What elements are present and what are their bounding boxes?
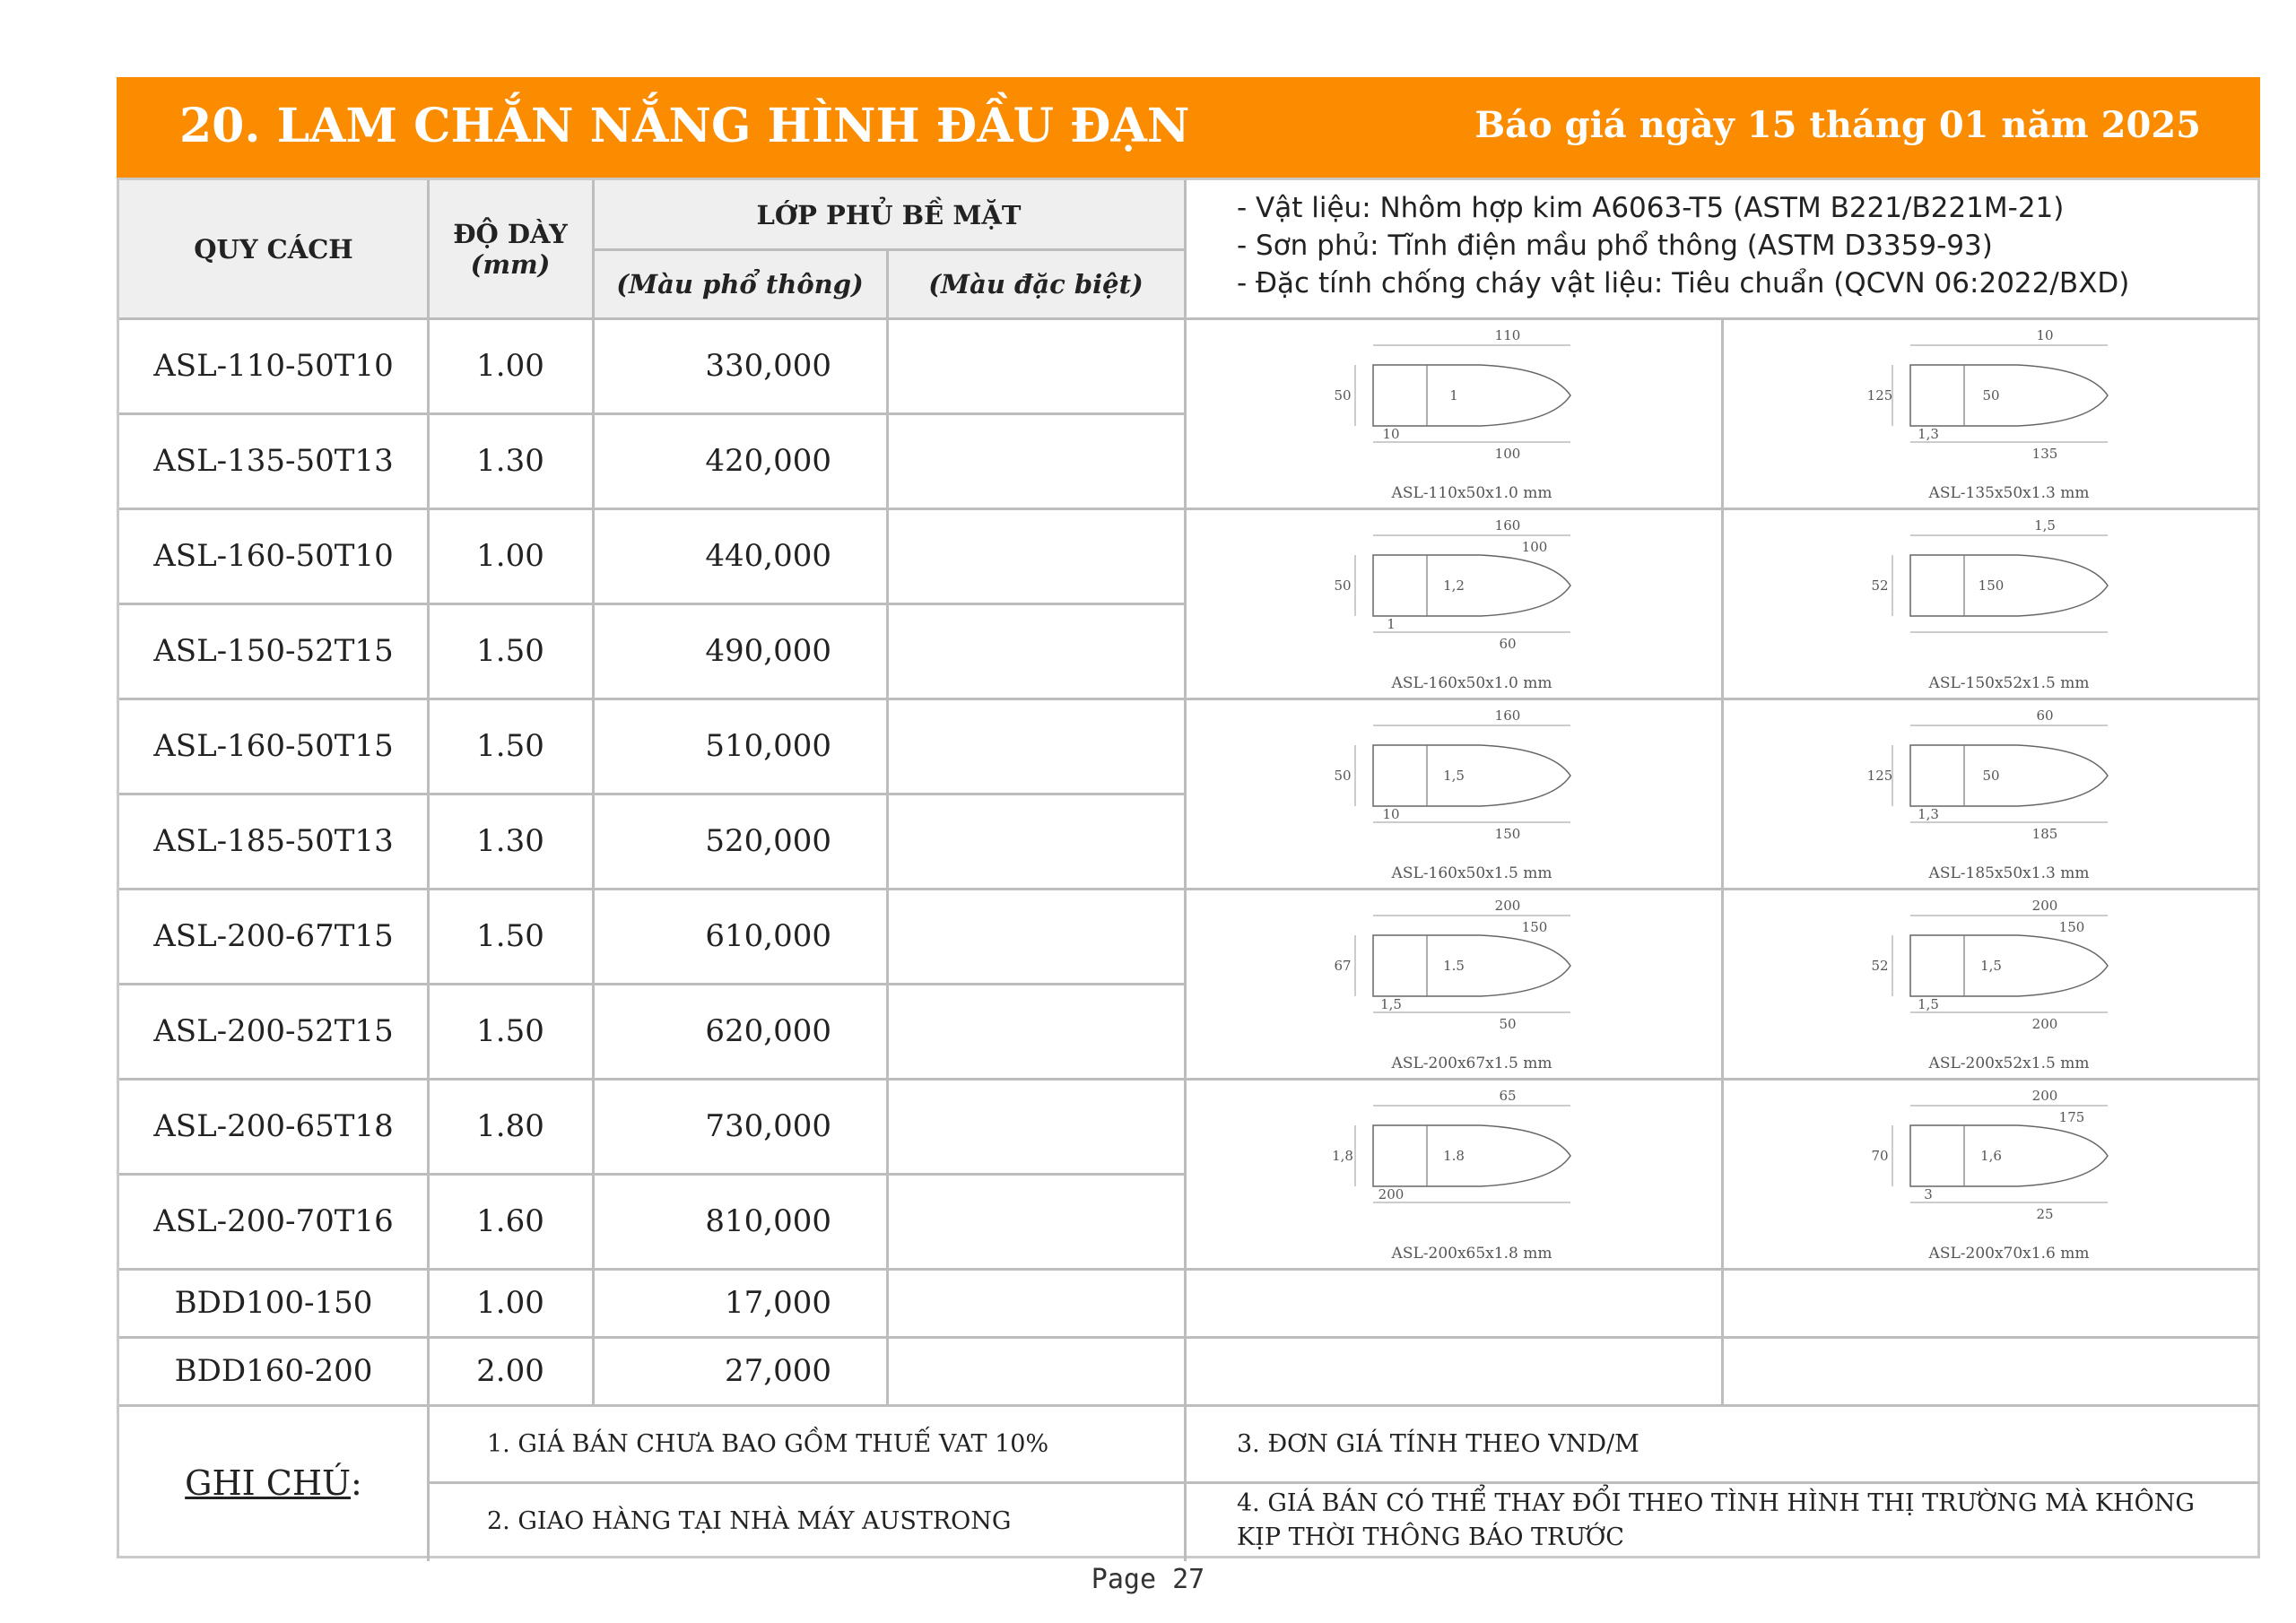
figure-caption: ASL-135x50x1.3 mm	[1928, 484, 2090, 502]
row-spec: ASL-110-50T10	[153, 348, 394, 384]
row-spec: ASL-150-52T15	[153, 633, 394, 669]
row-price-special	[887, 699, 1185, 794]
grid-line	[1184, 180, 1187, 1561]
dimension-label: 10	[2036, 327, 2054, 343]
dimension-label: 65	[1499, 1088, 1517, 1104]
row-price-special	[887, 794, 1185, 889]
section-header	[117, 77, 2260, 178]
row-spec: ASL-200-52T15	[153, 1013, 394, 1049]
figure-caption: ASL-200x70x1.6 mm	[1928, 1245, 2090, 1263]
page-number: Page 27	[1091, 1564, 1205, 1595]
section-title: 20. LAM CHẮN NẮNG HÌNH ĐẦU ĐẠN	[179, 99, 1190, 153]
dimension-label: 1,5	[2034, 517, 2056, 534]
dimension-label: 150	[1494, 826, 1521, 842]
profile-drawing	[1722, 889, 2259, 1079]
row-price-standard: 440,000	[705, 538, 831, 574]
grid-line	[119, 888, 2259, 890]
row-thickness: 1.50	[476, 918, 544, 954]
row-price-special	[887, 1337, 1185, 1405]
figure-caption: ASL-110x50x1.0 mm	[1391, 484, 1552, 502]
grid-line	[119, 1268, 2259, 1271]
grid-line	[593, 248, 1185, 251]
grid-line	[119, 1336, 2259, 1339]
dimension-label: 100	[1521, 539, 1548, 555]
dimension-label: 200	[2031, 898, 2058, 914]
profile-drawing	[1722, 699, 2259, 889]
bullet-profile-svg	[1722, 508, 2259, 699]
row-price-special	[887, 984, 1185, 1079]
dimension-label: 1,6	[1980, 1148, 2002, 1164]
grid-line	[428, 1481, 2259, 1484]
row-price-standard: 330,000	[705, 348, 831, 384]
dimension-label: 1	[1387, 616, 1396, 632]
material-note: - Đặc tính chống cháy vật liệu: Tiêu chuẩn (QCVN 06:2022/BXD)	[1237, 267, 2130, 299]
row-thickness: 1.80	[476, 1108, 544, 1144]
profile-outline	[1373, 555, 1570, 616]
row-spec: ASL-185-50T13	[153, 823, 394, 859]
dimension-label: 10	[1382, 806, 1400, 822]
col-header-thickness	[428, 180, 593, 318]
dimension-label: 10	[1382, 426, 1400, 442]
bullet-profile-svg	[1722, 318, 2259, 508]
grid-line	[119, 793, 1185, 795]
col-header-spec: QUY CÁCH	[194, 234, 353, 265]
dimension-label: 200	[1378, 1186, 1405, 1202]
profile-drawing	[1185, 889, 1722, 1079]
profile-outline	[1910, 555, 2108, 616]
dimension-label: 110	[1494, 327, 1521, 343]
grid-line	[119, 983, 1185, 985]
dimension-label: 160	[1494, 707, 1521, 724]
row-price-special	[887, 889, 1185, 984]
profile-outline	[1910, 365, 2108, 426]
grid-line	[119, 317, 2259, 320]
grid-line	[119, 508, 2259, 510]
dimension-label: 1.5	[1443, 958, 1465, 974]
dimension-label: 1,5	[1380, 996, 1402, 1012]
row-spec: ASL-160-50T10	[153, 538, 394, 574]
dimension-label: 200	[2031, 1088, 2058, 1104]
dimension-label: 1	[1449, 387, 1458, 404]
row-spec: BDD160-200	[174, 1353, 373, 1389]
profile-outline	[1373, 1125, 1570, 1186]
material-note: - Vật liệu: Nhôm hợp kim A6063-T5 (ASTM B221/B221M-21)	[1237, 192, 2065, 224]
dimension-label: 125	[1866, 387, 1893, 404]
dimension-label: 52	[1871, 958, 1889, 974]
dimension-label: 60	[2036, 707, 2054, 724]
dimension-label: 125	[1866, 768, 1893, 784]
col-header-thickness-label: ĐỘ DÀY	[453, 219, 568, 249]
row-price-standard: 27,000	[725, 1353, 831, 1389]
dimension-label: 1,5	[1980, 958, 2002, 974]
dimension-label: 50	[1499, 1016, 1517, 1032]
bullet-profile-svg	[1722, 699, 2259, 889]
row-price-special	[887, 603, 1185, 699]
grid-line	[119, 1173, 1185, 1176]
grid-line	[119, 698, 2259, 700]
row-price-special	[887, 1269, 1185, 1337]
row-spec: ASL-200-70T16	[153, 1203, 394, 1239]
profile-drawing	[1185, 318, 1722, 508]
row-spec: ASL-200-67T15	[153, 918, 394, 954]
figure-caption: ASL-160x50x1.0 mm	[1391, 674, 1552, 692]
quote-date: Báo giá ngày 15 tháng 01 năm 2025	[1474, 104, 2201, 146]
bullet-profile-svg	[1185, 1079, 1722, 1269]
note-4: 4. GIÁ BÁN CÓ THỂ THAY ĐỔI THEO TÌNH HÌNH THỊ TRƯỜNG MÀ KHÔNG KỊP THỜI THÔNG BÁO TRƯỚC	[1237, 1489, 2195, 1551]
dimension-label: 52	[1871, 577, 1889, 594]
profile-drawing	[1185, 508, 1722, 699]
row-thickness: 1.00	[476, 348, 544, 384]
dimension-label: 185	[2031, 826, 2058, 842]
notes-label	[119, 1405, 428, 1561]
dimension-label: 150	[2058, 919, 2085, 935]
row-price-standard: 610,000	[705, 918, 831, 954]
dimension-label: 50	[1334, 768, 1352, 784]
dimension-label: 67	[1334, 958, 1352, 974]
row-thickness: 1.00	[476, 538, 544, 574]
profile-drawing	[1185, 699, 1722, 889]
note-1: 1. GIÁ BÁN CHƯA BAO GỒM THUẾ VAT 10%	[487, 1429, 1049, 1458]
col-header-standard-color: (Màu phổ thông)	[616, 268, 864, 299]
dimension-label: 50	[1982, 387, 2000, 404]
dimension-label: 1,5	[1918, 996, 1939, 1012]
row-price-standard: 510,000	[705, 728, 831, 764]
row-price-special	[887, 1079, 1185, 1174]
figure-caption: ASL-160x50x1.5 mm	[1391, 864, 1552, 882]
dimension-label: 50	[1334, 577, 1352, 594]
grid-line	[592, 180, 595, 1405]
notes-label-text: GHI CHÚ	[185, 1463, 351, 1503]
bullet-profile-svg	[1185, 699, 1722, 889]
row-price-standard: 17,000	[725, 1285, 831, 1321]
profile-outline	[1373, 935, 1570, 996]
grid-line	[427, 180, 430, 1561]
col-header-special-color: (Màu đặc biệt)	[928, 268, 1144, 299]
figure-caption: ASL-185x50x1.3 mm	[1928, 864, 2090, 882]
profile-outline	[1910, 745, 2108, 806]
dimension-label: 1,5	[1443, 768, 1465, 784]
row-spec: ASL-135-50T13	[153, 443, 394, 479]
profile-drawing	[1722, 508, 2259, 699]
row-spec: ASL-200-65T18	[153, 1108, 394, 1144]
dimension-label: 25	[2036, 1206, 2054, 1222]
profile-drawing	[1722, 318, 2259, 508]
row-price-special	[887, 508, 1185, 603]
grid-line	[886, 249, 889, 1405]
notes-label-colon: :	[351, 1463, 362, 1503]
figure-caption: ASL-200x52x1.5 mm	[1928, 1055, 2090, 1072]
dimension-label: 1,3	[1918, 426, 1939, 442]
row-thickness: 1.30	[476, 823, 544, 859]
profile-outline	[1910, 1125, 2108, 1186]
dimension-label: 150	[1521, 919, 1548, 935]
material-note: - Sơn phủ: Tĩnh điện mầu phổ thông (ASTM D3359-93)	[1237, 230, 1993, 262]
grid-line	[119, 412, 1185, 415]
dimension-label: 3	[1924, 1186, 1933, 1202]
dimension-label: 150	[1978, 577, 2005, 594]
row-price-standard: 490,000	[705, 633, 831, 669]
dimension-label: 200	[1494, 898, 1521, 914]
dimension-label: 60	[1499, 636, 1517, 652]
note-2: 2. GIAO HÀNG TẠI NHÀ MÁY AUSTRONG	[487, 1506, 1012, 1535]
grid-line	[119, 1078, 2259, 1081]
row-spec: BDD100-150	[174, 1285, 373, 1321]
row-price-standard: 730,000	[705, 1108, 831, 1144]
row-thickness: 1.50	[476, 633, 544, 669]
figure-caption: ASL-200x65x1.8 mm	[1391, 1245, 1552, 1263]
row-price-standard: 420,000	[705, 443, 831, 479]
bullet-profile-svg	[1185, 318, 1722, 508]
dimension-label: 50	[1982, 768, 2000, 784]
dimension-label: 1,3	[1918, 806, 1939, 822]
row-price-standard: 520,000	[705, 823, 831, 859]
price-table	[117, 178, 2260, 1558]
row-price-special	[887, 318, 1185, 413]
bullet-profile-svg	[1722, 1079, 2259, 1269]
row-price-standard: 810,000	[705, 1203, 831, 1239]
note-3: 3. ĐƠN GIÁ TÍNH THEO VND/M	[1237, 1429, 1639, 1458]
row-thickness: 1.50	[476, 728, 544, 764]
row-thickness: 1.60	[476, 1203, 544, 1239]
bullet-profile-svg	[1185, 508, 1722, 699]
row-thickness: 1.00	[476, 1285, 544, 1321]
col-header-thickness-unit: (mm)	[470, 249, 551, 280]
dimension-label: 200	[2031, 1016, 2058, 1032]
profile-outline	[1373, 745, 1570, 806]
profile-drawing	[1185, 1079, 1722, 1269]
grid-line	[119, 1404, 2259, 1407]
dimension-label: 50	[1334, 387, 1352, 404]
row-thickness: 1.30	[476, 443, 544, 479]
grid-line	[1721, 318, 1724, 1405]
dimension-label: 1.8	[1443, 1148, 1465, 1164]
profile-outline	[1373, 365, 1570, 426]
row-price-standard: 620,000	[705, 1013, 831, 1049]
grid-line	[119, 603, 1185, 605]
dimension-label: 70	[1871, 1148, 1889, 1164]
profile-outline	[1910, 935, 2108, 996]
bullet-profile-svg	[1185, 889, 1722, 1079]
dimension-label: 135	[2031, 446, 2058, 462]
figure-caption: ASL-200x67x1.5 mm	[1391, 1055, 1552, 1072]
bullet-profile-svg	[1722, 889, 2259, 1079]
dimension-label: 175	[2058, 1109, 2085, 1125]
dimension-label: 160	[1494, 517, 1521, 534]
profile-drawing	[1722, 1079, 2259, 1269]
row-price-special	[887, 1174, 1185, 1269]
col-header-coating: LỚP PHỦ BỀ MẶT	[756, 199, 1022, 230]
row-price-special	[887, 413, 1185, 508]
row-thickness: 1.50	[476, 1013, 544, 1049]
row-thickness: 2.00	[476, 1353, 544, 1389]
dimension-label: 1,8	[1332, 1148, 1353, 1164]
figure-caption: ASL-150x52x1.5 mm	[1928, 674, 2090, 692]
material-notes	[1237, 189, 2129, 302]
dimension-label: 100	[1494, 446, 1521, 462]
dimension-label: 1,2	[1443, 577, 1465, 594]
row-spec: ASL-160-50T15	[153, 728, 394, 764]
